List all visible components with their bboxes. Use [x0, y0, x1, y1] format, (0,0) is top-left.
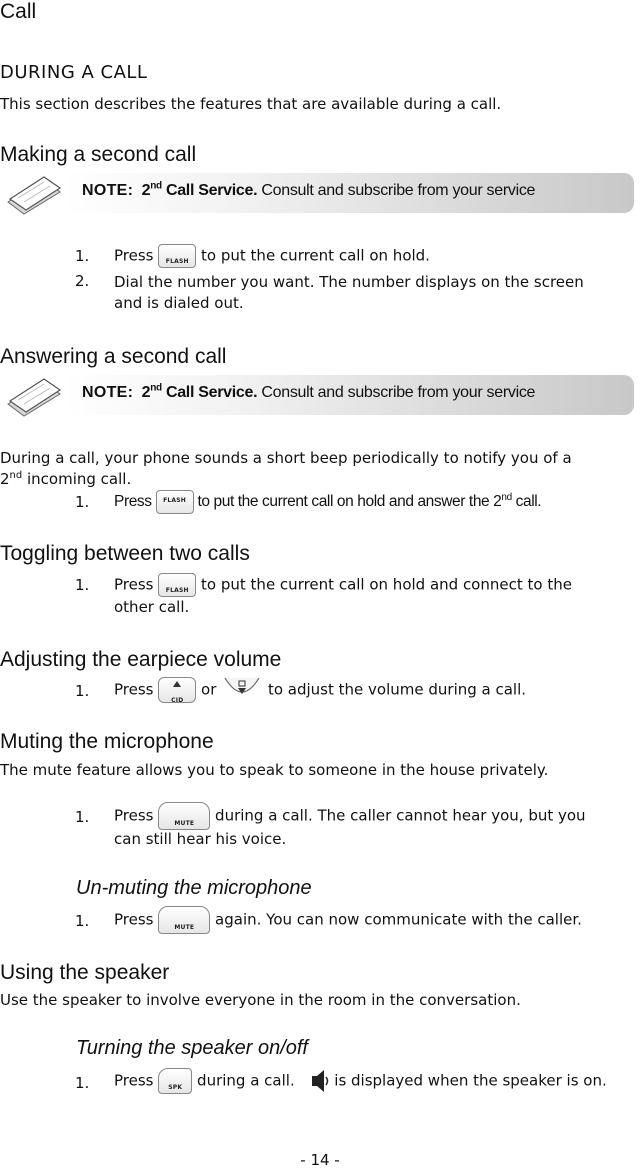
step-number: 1. [75, 808, 90, 826]
step-text: Press [114, 575, 154, 594]
making-second-call-heading: Making a second call [0, 143, 197, 166]
step-number: 1. [75, 493, 90, 511]
note-service-name: Call Service. [161, 182, 258, 199]
step-text: or [201, 680, 217, 699]
muting-para: The mute feature allows you to speak to someone in the house privately. [0, 761, 549, 779]
toggling-step1-line2: other call. [114, 598, 190, 616]
note-making [82, 182, 535, 200]
step-text: Press [114, 1071, 154, 1090]
mute-key-icon: MUTE [158, 802, 210, 830]
note-service-name: Call Service. [161, 384, 258, 401]
step-text: Press [114, 680, 154, 699]
speaker-key-icon: SPK [158, 1068, 192, 1094]
flash-key-icon: FLASH [158, 573, 196, 597]
step-text: Press [114, 493, 152, 511]
flash-key-icon: FLASH [158, 244, 196, 268]
unmuting-heading: Un-muting the microphone [76, 877, 312, 899]
step-text: to put the current call on hold. [201, 246, 430, 265]
answering-step1: Press FLASH to put the current call on hold and answer the 2nd call. [114, 490, 541, 514]
unmuting-step1 [114, 906, 582, 934]
answering-second-call-heading: Answering a second call [0, 345, 227, 368]
step-text: again. You can now communicate with the caller. [215, 910, 582, 929]
note-service-sup: nd [150, 382, 162, 394]
note-service-number: 2 [141, 384, 151, 401]
toggling-step1 [114, 573, 572, 597]
note-label: NOTE: [82, 384, 134, 401]
step-number: 1. [75, 247, 90, 265]
step-text: to adjust the volume during a call. [267, 680, 527, 699]
step-text: during a call. The caller cannot hear you, but you [215, 806, 586, 825]
step-text: Press [114, 246, 154, 265]
step-number: 1. [75, 682, 90, 700]
answering-para-line1: During a call, your phone sounds a short beep periodically to notify you of a [0, 449, 572, 467]
step-text: to put the current call on hold and connect to the [201, 575, 572, 594]
volume-down-key-icon [221, 676, 263, 704]
making-step2-line1: Dial the number you want. The number displays on the screen [114, 273, 584, 291]
speaker-on-icon [310, 1068, 330, 1094]
note-pad-icon [4, 374, 64, 420]
step-text: during a call. [197, 1071, 295, 1090]
step-number: 1. [75, 576, 90, 594]
answering-para-line2: 2nd incoming call. [0, 470, 132, 488]
volume-step1 [114, 676, 526, 704]
note-label: NOTE: [82, 182, 134, 199]
speaker-toggle-step1 [114, 1068, 607, 1094]
making-step1 [114, 244, 430, 268]
step-number: 1. [75, 1074, 90, 1092]
flash-key-icon: FLASH [156, 490, 194, 514]
note-service-sup: nd [150, 180, 162, 192]
note-answering [82, 384, 535, 402]
step-text: Press [114, 806, 154, 825]
note-rest: Consult and subscribe from your service [257, 182, 536, 199]
note-pad-icon [4, 172, 64, 218]
step-text: is displayed when the speaker is on. [334, 1071, 607, 1090]
step-number: 1. [75, 912, 90, 930]
making-step2-line2: and is dialed out. [114, 294, 244, 312]
step-text: to put the current call on hold and answer the 2 [197, 493, 502, 511]
muting-step1 [114, 802, 586, 830]
note-rest: Consult and subscribe from your service [257, 384, 536, 401]
toggling-heading: Toggling between two calls [0, 542, 250, 565]
section-heading: DURING A CALL [0, 62, 148, 83]
page-number: - 14 - [300, 1151, 340, 1169]
note-service-number: 2 [141, 182, 151, 199]
step-number: 2. [75, 272, 90, 290]
volume-heading: Adjusting the earpiece volume [0, 648, 282, 671]
intro-text: This section describes the features that are available during a call. [0, 95, 502, 113]
speaker-heading: Using the speaker [0, 961, 170, 984]
page-title: Call [0, 0, 37, 23]
speaker-para: Use the speaker to involve everyone in the room in the conversation. [0, 991, 521, 1009]
speaker-toggle-heading: Turning the speaker on/off [76, 1037, 308, 1059]
cid-up-key-icon: CID [158, 677, 196, 703]
muting-step1-line2: can still hear his voice. [114, 830, 287, 848]
muting-heading: Muting the microphone [0, 730, 214, 753]
mute-key-icon: MUTE [158, 906, 210, 934]
step-text: Press [114, 910, 154, 929]
